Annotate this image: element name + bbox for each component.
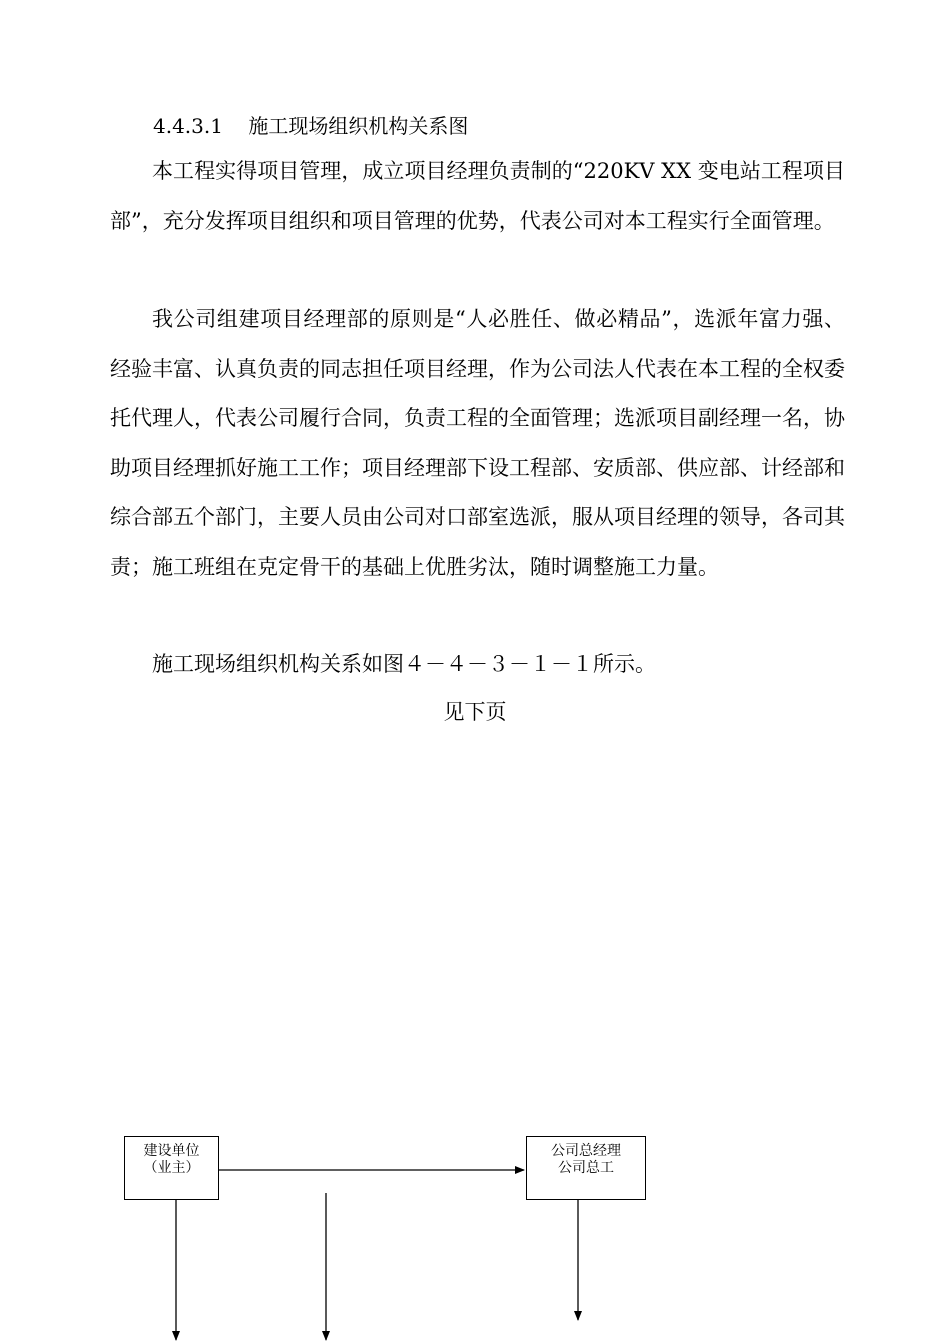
paragraph-project-department-principles: 我公司组建项目经理部的原则是“人必胜任、做必精品”，选派年富力强、经验丰富、认真负责的同志担任项目经理，作为公司法人代表在本工程的全权委托代理人，代表公司履行合同，负责工程的全面管理；选派项目副经理一名，协助项目经理抓好施工工作；项目经理部下设工程部、安质部、供应部、计经部和综合部五个部门，主要人员由公司对口部室选派，服从项目经理的领导，各司其责；施工班组在克定骨干的基础上优胜劣汰，随时调整施工力量。 (110, 307, 845, 579)
client-box (124, 1136, 219, 1200)
paragraph-project-management: 本工程实得项目管理，成立项目经理负责制的“220KV XX 变电站工程项目部”，充分发挥项目组织和项目管理的优势，代表公司对本工程实行全面管理。 (110, 159, 845, 233)
general-manager-box (526, 1136, 646, 1200)
gm-box-line2: 公司总工 (558, 1160, 614, 1176)
gm-box-line1: 公司总经理 (551, 1143, 621, 1159)
next-page-note: 见下页 (443, 700, 507, 724)
client-box-line2: （业主） (143, 1160, 200, 1176)
section-heading: 4.4.3.1 施工现场组织机构关系图 (153, 114, 469, 138)
client-box-line1: 建设单位 (143, 1143, 200, 1159)
paragraph-figure-reference: 施工现场组织机构关系如图４－４－３－１－１所示。 (152, 652, 656, 676)
